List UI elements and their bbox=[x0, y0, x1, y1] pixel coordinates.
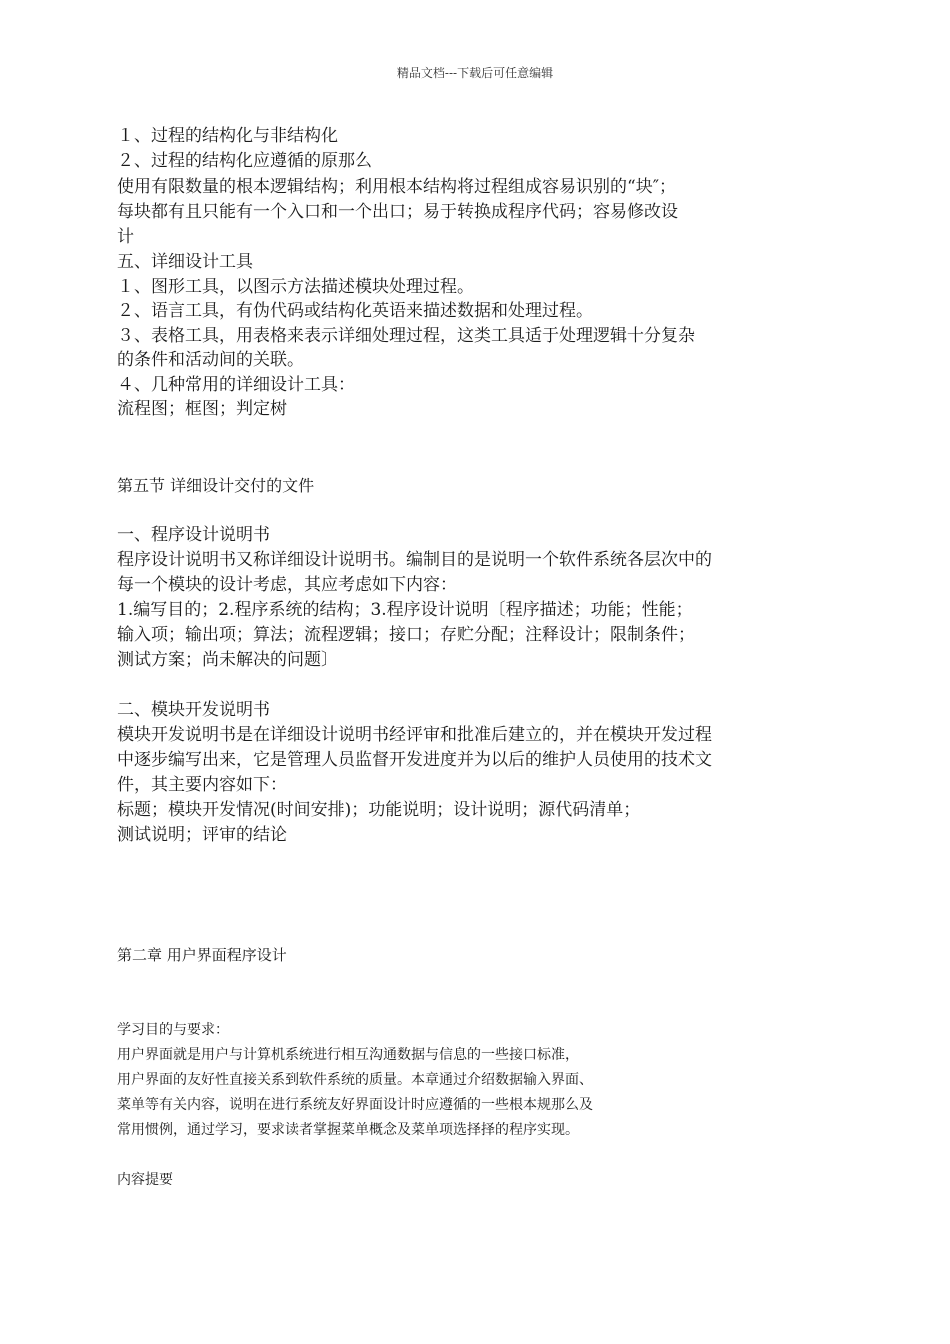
text-line: 的条件和活动间的关联。 bbox=[117, 350, 304, 370]
text-line: 件，其主要内容如下： bbox=[117, 775, 287, 795]
text-line: 每一个模块的设计考虑，其应考虑如下内容： bbox=[117, 575, 457, 595]
text-line: 计 bbox=[117, 227, 134, 247]
text-line: １、图形工具，以图示方法描述模块处理过程。 bbox=[117, 277, 474, 297]
section-title: 第五节 详细设计交付的文件 bbox=[117, 476, 315, 495]
text-line: 常用惯例，通过学习，要求读者掌握菜单概念及菜单项选择择的程序实现。 bbox=[117, 1122, 579, 1138]
text-line: ４、几种常用的详细设计工具： bbox=[117, 375, 355, 395]
page-header: 精品文档---下载后可任意编辑 bbox=[396, 66, 554, 80]
text-line: 标题；模块开发情况(时间安排)；功能说明；设计说明；源代码清单； bbox=[117, 800, 641, 820]
text-line: ３、表格工具，用表格来表示详细处理过程，这类工具适于处理逻辑十分复杂 bbox=[117, 326, 695, 346]
text-line: 1.编写目的；2.程序系统的结构；3.程序设计说明〔程序描述；功能；性能； bbox=[117, 600, 693, 620]
text-line: 使用有限数量的根本逻辑结构；利用根本结构将过程组成容易识别的“块″； bbox=[117, 177, 677, 197]
subsection-heading: 学习目的与要求： bbox=[117, 1022, 229, 1038]
text-line: ２、语言工具，有伪代码或结构化英语来描述数据和处理过程。 bbox=[117, 301, 593, 321]
text-line: 菜单等有关内容，说明在进行系统友好界面设计时应遵循的一些根本规那么及 bbox=[117, 1097, 593, 1113]
text-line: 测试说明；评审的结论 bbox=[117, 825, 287, 845]
text-line: １、过程的结构化与非结构化 bbox=[117, 126, 338, 146]
text-line: 流程图；框图；判定树 bbox=[117, 399, 287, 419]
section-heading: 五、详细设计工具 bbox=[117, 252, 253, 272]
text-line: 测试方案；尚未解决的问题〕 bbox=[117, 650, 338, 670]
text-line: 用户界面就是用户与计算机系统进行相互沟通数据与信息的一些接口标准， bbox=[117, 1047, 579, 1063]
subsection-heading: 二、模块开发说明书 bbox=[117, 700, 270, 720]
text-line: 输入项；输出项；算法；流程逻辑；接口；存贮分配；注释设计；限制条件； bbox=[117, 625, 695, 645]
text-line: 模块开发说明书是在详细设计说明书经评审和批准后建立的，并在模块开发过程 bbox=[117, 725, 712, 745]
text-line: 程序设计说明书又称详细设计说明书。编制目的是说明一个软件系统各层次中的 bbox=[117, 550, 712, 570]
chapter-title: 第二章 用户界面程序设计 bbox=[117, 946, 287, 964]
text-line: 中逐步编写出来，它是管理人员监督开发进度并为以后的维护人员使用的技术文 bbox=[117, 750, 712, 770]
text-line: ２、过程的结构化应遵循的原那么 bbox=[117, 151, 372, 171]
subsection-heading: 一、程序设计说明书 bbox=[117, 525, 270, 545]
contents-heading: 内容提要 bbox=[117, 1172, 173, 1188]
text-line: 用户界面的友好性直接关系到软件系统的质量。本章通过介绍数据输入界面、 bbox=[117, 1072, 593, 1088]
text-line: 每块都有且只能有一个入口和一个出口；易于转换成程序代码；容易修改设 bbox=[117, 202, 678, 222]
